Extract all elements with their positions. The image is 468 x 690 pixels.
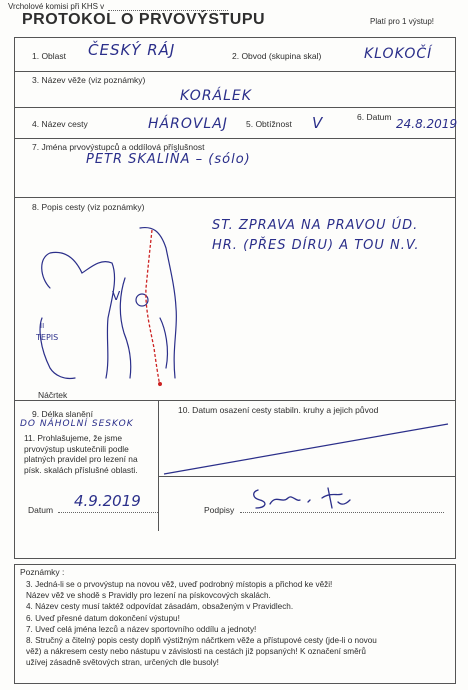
note-item: 6. Uveď přesné datum dokončení výstupu! [26, 613, 180, 623]
obvod-label: 2. Obvod (skupina skal) [232, 51, 322, 61]
sketch-crack [160, 318, 167, 368]
sketch-tower-outline [40, 318, 75, 379]
commission-label-text: Vrcholové komisi při KHS v [8, 2, 105, 11]
obvod-value[interactable]: KLOKOČÍ [364, 46, 433, 62]
slaneni-label: 9. Délka slanění [32, 409, 93, 419]
osazeni-label: 10. Datum osazení cesty stabiln. kruhy a jejich původ [178, 405, 379, 415]
row3-divider [14, 107, 455, 108]
note-item: 8. Stručný a čitelný popis cesty doplň výstižným náčrtkem věže a přístupové cesty (jde-li o novou [26, 636, 377, 646]
sketch-rock-inner [120, 278, 130, 378]
oblast-label: 1. Oblast [32, 51, 67, 61]
note-item: věž) a nákresem cesty nebo nástupu v závislosti na cestách již popsaných! K označení směrů [26, 647, 366, 657]
note-item: 3. Jedná-li se o prvovýstup na novou věž, uveď podrobný místopis a přichod ke věži! [26, 580, 333, 589]
signature [246, 484, 366, 512]
datum-value[interactable]: 24.8.2019 [396, 117, 458, 131]
popis-line1[interactable]: ST. ZPRAVA NA PRAVOU ÚD. [212, 218, 419, 233]
sketch-mark-ii: II [40, 322, 45, 330]
jmena-label: 7. Jména prvovýstupců a oddílová příslušnost [32, 142, 205, 152]
sketch-tower-left [42, 252, 115, 378]
sketch-mark-v: V [112, 289, 121, 303]
popis-label: 8. Popis cesty (viz poznámky) [32, 202, 145, 212]
notes-list [26, 579, 450, 669]
nacrtek-label: Náčrtek [38, 390, 68, 400]
podpisy-line [240, 512, 444, 513]
notes-heading: Poznámky : [20, 567, 65, 577]
sketch-route-line [146, 230, 160, 386]
oblast-value[interactable]: ČESKÝ RÁJ [88, 41, 176, 59]
note-item: 7. Uveď celá jména lezců a název sportovního oddílu a jednoty! [26, 624, 257, 634]
datum-sign-value[interactable]: 4.9.2019 [74, 492, 141, 510]
slaneni-value[interactable]: DO NÁHOLNÍ SESKOK [20, 419, 134, 429]
sketch-route-start [158, 382, 162, 386]
nazev-cesty-label: 4. Název cesty [32, 119, 88, 129]
podpisy-label: Podpisy [204, 505, 235, 515]
datum-sign-line [58, 512, 158, 513]
sketch-tepis: TEPIS [36, 333, 59, 342]
route-sketch [20, 218, 210, 390]
sketch-rock-main [140, 228, 176, 378]
nazev-veze-value[interactable]: KORÁLEK [180, 88, 252, 104]
page-title: PROTOKOL O PRVOVÝSTUPU [22, 11, 266, 28]
declaration-text: 11. Prohlašujeme, že jsme prvovýstup uskutečnili podle platných pravidel pro lezení na písk. skalách příslušné oblasti. [24, 433, 138, 475]
note-item: užívej zásadně světových stran, určených dle busoly! [26, 658, 219, 668]
nazev-veze-label: 3. Název věže (viz poznámky) [32, 75, 146, 85]
row10-divider [158, 476, 455, 477]
osazeni-strike [158, 410, 454, 480]
obtiznost-label: 5. Obtížnost [246, 119, 292, 129]
row7-divider [14, 197, 455, 198]
popis-line2[interactable]: HR. (PŘES DÍRU) A TOU N.V. [212, 238, 420, 253]
valid-note: Platí pro 1 výstup! [370, 17, 435, 26]
row1-divider [14, 71, 455, 72]
note-item: 4. Název cesty musí taktéž odpovídat zásadám, obsaženým v Pravidlech. [26, 602, 294, 612]
note-item: Název věž ve shodě s Pravidly pro lezení na pískovcových skalách. [26, 591, 271, 601]
row8-divider [14, 400, 455, 401]
jmena-value[interactable]: PETR SKALIŇA – (sólo) [86, 152, 251, 167]
datum-label: 6. Datum [357, 112, 392, 122]
row4-divider [14, 138, 455, 139]
nazev-cesty-value[interactable]: HÁROVLAJ [148, 116, 228, 132]
datum-sign-label: Datum [28, 505, 54, 515]
obtiznost-value[interactable]: V [312, 114, 324, 132]
commission-label [8, 2, 104, 11]
